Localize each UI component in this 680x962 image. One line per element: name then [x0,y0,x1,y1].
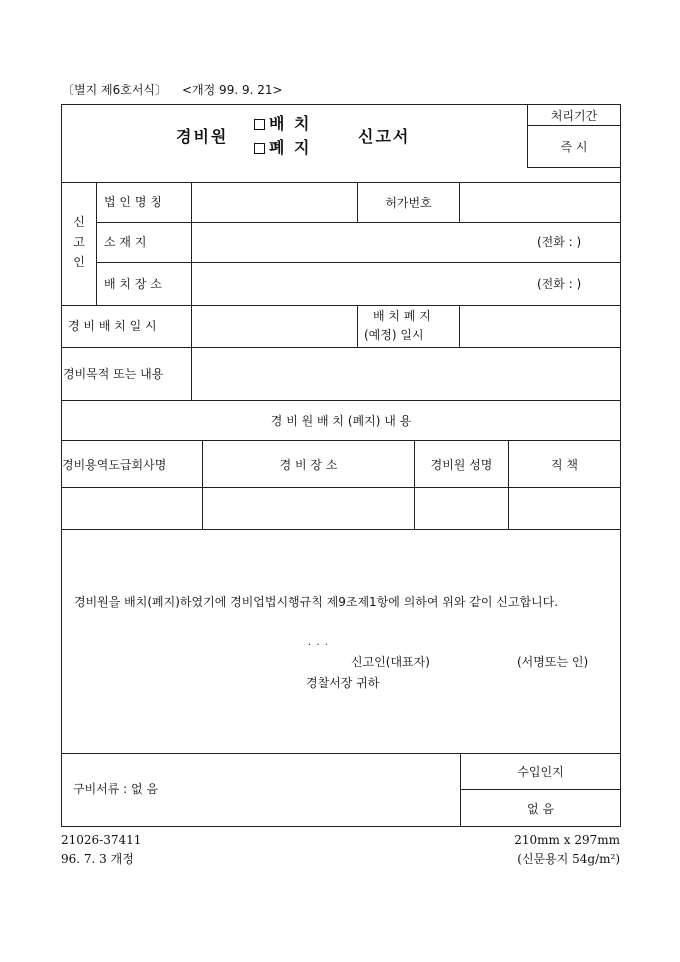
revenue-stamp-value: 없 음 [527,801,554,816]
checkbox-abolish[interactable] [254,143,265,154]
site-label: 배 치 장 소 [104,277,162,291]
cell-location[interactable] [203,488,414,529]
site-phone: (전화 : ) [537,277,582,291]
corp-name-field[interactable] [192,183,357,222]
purpose-label: 경비목적 또는 내용 [63,367,164,381]
processing-period-value: 즉 시 [560,140,588,154]
revision-note: <개정 99. 9. 21> [182,83,283,97]
revenue-stamp-label: 수입인지 [517,765,564,779]
permit-number-field[interactable] [460,183,620,222]
title-main: 경비원 [176,127,229,146]
paper-type: (신문용지 54g/m²) [517,852,620,866]
address-label: 소 재 지 [104,235,147,249]
checkbox-deploy[interactable] [254,119,265,130]
abolish-date-label-2: (예정) 일시 [364,328,424,342]
form-code: 21026-37411 [61,833,142,847]
purpose-field[interactable] [192,348,620,400]
revision-date: 96. 7. 3 개정 [61,852,134,866]
paper-size: 210mm x 297mm [514,833,620,847]
recipient: 경찰서장 귀하 [306,676,380,690]
processing-period-label: 처리기간 [550,108,598,123]
cell-guard-name[interactable] [415,488,508,529]
address-phone: (전화 : ) [537,235,582,249]
header-guard-name: 경비원 성명 [430,457,493,472]
vline-applicant-group [96,182,97,305]
form-number: 〔별지 제6호서식〕 [62,83,168,97]
title-option-deploy: 배 치 [254,116,311,132]
abolish-date-label-1: 배 치 폐 지 [373,309,431,323]
declaration-text: 경비원을 배치(폐지)하였기에 경비업법시행규칙 제9조제1항에 의하여 위와 같이 신고합니다. [74,595,559,609]
header-location: 경 비 장 소 [279,457,338,472]
section-title: 경 비 원 배 치 (폐지) 내 용 [270,414,412,428]
header-position: 직 책 [551,457,578,472]
attachments-label: 구비서류 : 없 음 [73,782,159,796]
abolish-date-field[interactable] [460,306,620,347]
address-field[interactable] [192,223,532,262]
cell-company[interactable] [62,488,202,529]
line-row8 [61,529,621,530]
title-option-abolish: 폐 지 [254,140,311,156]
site-field[interactable] [192,263,532,305]
frame-right [620,104,621,827]
frame-bottom [61,826,621,827]
vline-abolish-left [357,305,358,347]
header-company: 경비용역도급회사명 [62,457,167,472]
cell-position[interactable] [509,488,620,529]
title-suffix: 신고서 [358,127,411,146]
deploy-date-label: 경 비 배 치 일 시 [68,319,157,333]
signature-label: (서명또는 인) [517,655,589,669]
deploy-date-field[interactable] [192,306,357,347]
corp-name-label: 법 인 명 칭 [104,195,162,209]
date-dots: . . . [308,637,329,648]
applicant-group-label: 신 고 인 [73,215,85,269]
permit-number-label: 허가번호 [385,196,432,210]
processing-box-bottom [527,167,621,168]
applicant-representative: 신고인(대표자) [351,655,430,669]
